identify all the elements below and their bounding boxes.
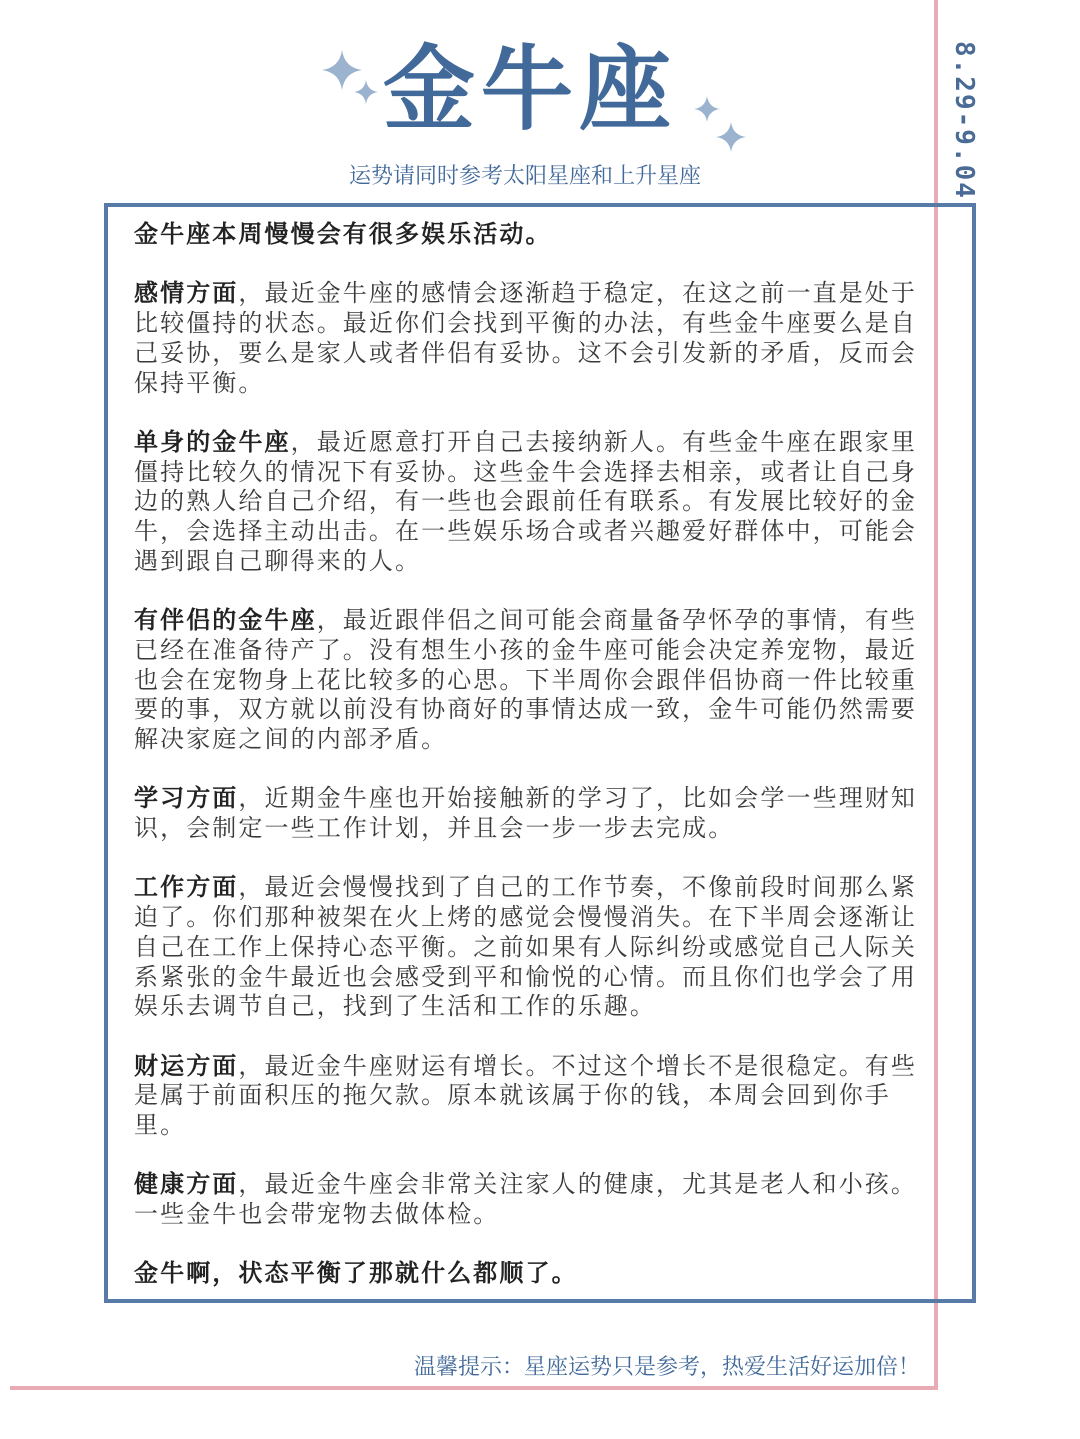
wealth-paragraph	[134, 1052, 924, 1141]
section-heading: 工作方面	[134, 873, 239, 902]
intro-paragraph: 金牛座本周慢慢会有很多娱乐活动。	[134, 220, 552, 248]
pink-horizontal-line	[10, 1386, 938, 1390]
study-paragraph	[134, 784, 924, 843]
section-text: ，最近跟伴侣之间可能会商量备孕怀孕的事情，有些已经在准备待产了。没有想生小孩的金牛座可能会决定养宠物，最近也会在宠物身上花比较多的心思。下半周你会跟伴侣协商一件比较重要的事，双方就以前没有协商好的事情达成一致，金牛可能仍然需要解决家庭之间的内部矛盾。	[134, 606, 918, 753]
section-heading: 单身的金牛座	[134, 427, 291, 456]
love-paragraph	[134, 279, 924, 398]
section-text: ，最近会慢慢找到了自己的工作节奏，不像前段时间那么紧迫了。你们那种被架在火上烤的感觉会慢慢消失。在下半周会逐渐让自己在工作上保持心态平衡。之前如果有人际纠纷或感觉自己人际关系紧张的金牛最近也会感受到平和愉悦的心情。而且你们也学会了用娱乐去调节自己，找到了生活和工作的乐趣。	[134, 873, 918, 1021]
partnered-paragraph	[134, 606, 924, 755]
section-heading: 感情方面	[134, 279, 239, 308]
sparkle-icon	[354, 80, 378, 104]
sparkle-icon	[694, 96, 720, 122]
sparkle-icon	[716, 122, 746, 152]
work-paragraph	[134, 873, 924, 1022]
footer-tip: 温馨提示：星座运势只是参考，热爱生活好运加倍！	[413, 1355, 920, 1380]
section-text: ，最近金牛座的感情会逐渐趋于稳定，在这之前一直是处于比较僵持的状态。最近你们会找到平衡的办法，有些金牛座要么是自己妥协，要么是家人或者伴侣有妥协。这不会引发新的矛盾，反而会保持平衡。	[134, 279, 918, 397]
date-range: 8.29-9.04	[949, 40, 979, 200]
section-heading: 健康方面	[134, 1170, 239, 1199]
health-paragraph	[134, 1170, 924, 1229]
page-title: 金牛座	[382, 36, 677, 143]
section-text: ，近期金牛座也开始接触新的学习了，比如会学一些理财知识，会制定一些工作计划，并且会一步一步去完成。	[134, 784, 918, 842]
section-heading: 有伴侣的金牛座	[134, 606, 317, 635]
horoscope-content	[134, 220, 924, 1319]
section-text: ，最近金牛座财运有增长。不过这个增长不是很稳定。有些是属于前面积压的拖欠款。原本就该属于你的钱，本周会回到你手里。	[134, 1051, 918, 1139]
single-paragraph	[134, 428, 924, 577]
subtitle: 运势请同时参考太阳星座和上升星座	[348, 164, 701, 189]
section-text: ，最近愿意打开自己去接纳新人。有些金牛座在跟家里僵持比较久的情况下有妥协。这些金牛会选择去相亲，或者让自己身边的熟人给自己介绍，有一些也会跟前任有联系。有发展比较好的金牛，会选择主动出击。在一些娱乐场合或者兴趣爱好群体中，可能会遇到跟自己聊得来的人。	[134, 427, 918, 575]
closing-paragraph: 金牛啊，状态平衡了那就什么都顺了。	[134, 1259, 578, 1288]
section-text: ，最近金牛座会非常关注家人的健康，尤其是老人和小孩。一些金牛也会带宠物去做体检。	[134, 1170, 918, 1229]
section-heading: 学习方面	[134, 784, 239, 813]
section-heading: 财运方面	[134, 1051, 239, 1080]
